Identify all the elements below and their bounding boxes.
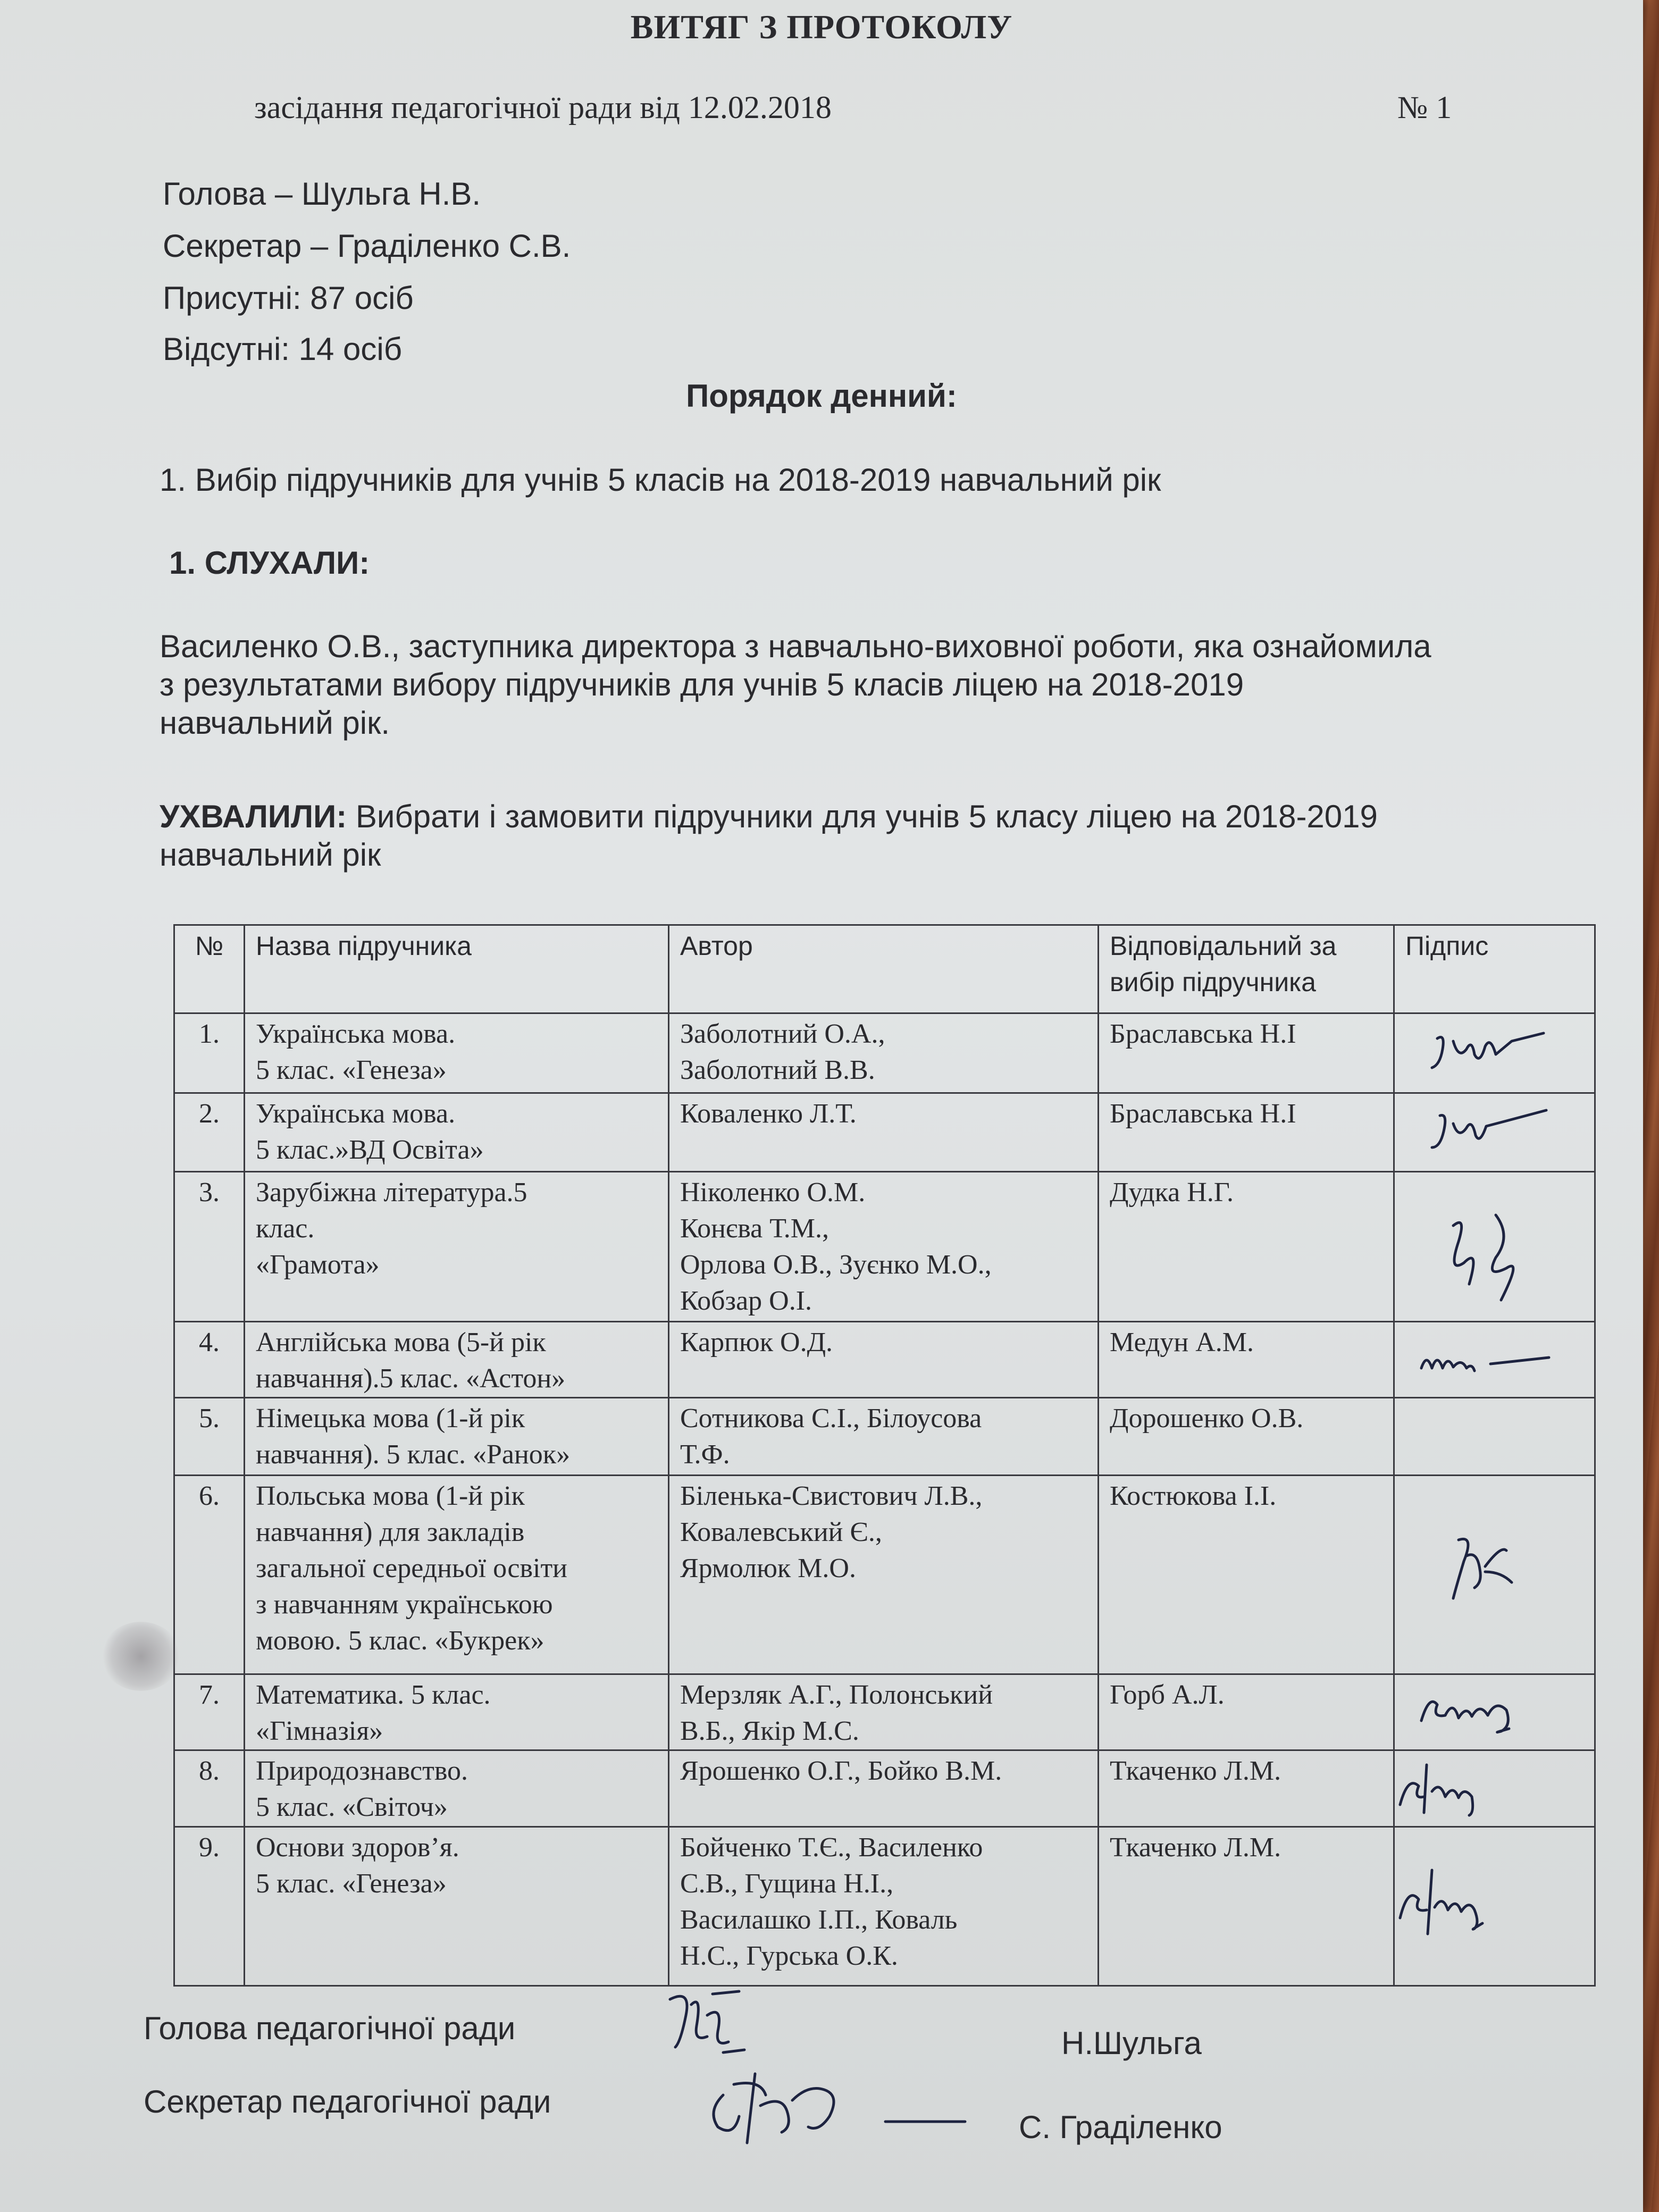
heard-text xyxy=(160,627,1585,742)
signature-cell xyxy=(1394,1476,1595,1674)
textbook-author: Ніколенко О.М. Конєва Т.М., Орлова О.В., Зуєнко М.О., Кобзар О.І. xyxy=(669,1172,1099,1322)
responsible-person: Медун А.М. xyxy=(1099,1322,1394,1398)
row-number: 8. xyxy=(174,1750,245,1827)
chair-signature-label: Голова педагогічної ради xyxy=(144,2010,516,2046)
signature-mark xyxy=(1416,1097,1554,1161)
textbook-name: Математика. 5 клас. «Гімназія» xyxy=(245,1674,669,1750)
row-number: 5. xyxy=(174,1398,245,1476)
row-number: 1. xyxy=(174,1013,245,1093)
textbook-author: Біленька-Свистович Л.В., Ковалевський Є., Ярмолюк М.О. xyxy=(669,1476,1099,1674)
row-number: 3. xyxy=(174,1172,245,1322)
signature-mark xyxy=(1416,1519,1554,1614)
protocol-number: № 1 xyxy=(1397,90,1452,125)
header-name: Назва підручника xyxy=(245,925,669,1013)
chair-signature xyxy=(659,1983,782,2058)
heard-text-line: Василенко О.В., заступника директора з навчально-виховної роботи, яка ознайомила xyxy=(160,629,1431,664)
textbook-name: Німецька мова (1-й рік навчання). 5 клас. «Ранок» xyxy=(245,1398,669,1476)
table-row xyxy=(174,1476,1595,1674)
textbook-author: Бойченко Т.Є., Василенко С.В., Гущина Н.І., Василашко І.П., Коваль Н.С., Гурська О.К. xyxy=(669,1827,1099,1986)
textbook-name: Зарубіжна література.5 клас. «Грамота» xyxy=(245,1172,669,1322)
dash-line xyxy=(883,2116,968,2127)
signature-mark xyxy=(1416,1017,1554,1081)
table-row xyxy=(174,1172,1595,1322)
textbook-author: Заболотний О.А., Заболотний В.В. xyxy=(669,1013,1099,1093)
signature-cell xyxy=(1394,1827,1595,1986)
textbook-author: Карпюк О.Д. xyxy=(669,1322,1099,1398)
signature-cell xyxy=(1394,1093,1595,1172)
heard-text-line: з результатами вибору підручників для учнів 5 класів ліцею на 2018-2019 xyxy=(160,667,1244,702)
meeting-line: засідання педагогічної ради від 12.02.2018 xyxy=(254,90,832,125)
textbook-name: Польська мова (1-й рік навчання) для закладів загальної середньої освіти з навчанням українською мовою. 5 клас. «Букрек» xyxy=(245,1476,669,1674)
secretary-name: С. Граділенко xyxy=(1019,2109,1222,2145)
table-row xyxy=(174,1093,1595,1172)
ink-smudge xyxy=(101,1622,181,1691)
table-header-row xyxy=(174,925,1595,1013)
signature-cell xyxy=(1394,1750,1595,1827)
responsible-person: Браславська Н.І xyxy=(1099,1013,1394,1093)
absent-line: Відсутні: 14 осіб xyxy=(163,331,403,367)
row-number: 7. xyxy=(174,1674,245,1750)
header-author: Автор xyxy=(669,925,1099,1013)
document-title: ВИТЯГ З ПРОТОКОЛУ xyxy=(630,8,1013,46)
textbook-author: Мерзляк А.Г., Полонський В.Б., Якір М.С. xyxy=(669,1674,1099,1750)
table-row xyxy=(174,1322,1595,1398)
textbook-name: Англійська мова (5-й рік навчання).5 клас. «Астон» xyxy=(245,1322,669,1398)
signature-cell xyxy=(1394,1674,1595,1750)
textbook-name: Українська мова. 5 клас. «Генеза» xyxy=(245,1013,669,1093)
heard-text-line: навчальний рік. xyxy=(160,705,390,741)
row-number: 2. xyxy=(174,1093,245,1172)
agenda-title: Порядок денний: xyxy=(686,378,957,414)
resolved-body: Вибрати і замовити підручники для учнів 5 класу ліцею на 2018-2019 xyxy=(347,799,1378,834)
table-row xyxy=(174,1398,1595,1476)
table-row xyxy=(174,1827,1595,1986)
responsible-person: Браславська Н.І xyxy=(1099,1093,1394,1172)
signature-mark xyxy=(1395,1754,1533,1818)
signature-cell xyxy=(1394,1398,1595,1476)
textbook-author: Коваленко Л.Т. xyxy=(669,1093,1099,1172)
textbook-name: Українська мова. 5 клас.»ВД Освіта» xyxy=(245,1093,669,1172)
chair-name: Н.Шульга xyxy=(1061,2025,1202,2061)
signature-cell xyxy=(1394,1013,1595,1093)
table-row xyxy=(174,1013,1595,1093)
responsible-person: Дудка Н.Г. xyxy=(1099,1172,1394,1322)
signature-mark xyxy=(1395,1859,1533,1945)
responsible-person: Ткаченко Л.М. xyxy=(1099,1827,1394,1986)
responsible-person: Горб А.Л. xyxy=(1099,1674,1394,1750)
table-row xyxy=(174,1674,1595,1750)
responsible-person: Дорошенко О.В. xyxy=(1099,1398,1394,1476)
row-number: 9. xyxy=(174,1827,245,1986)
signature-cell xyxy=(1394,1172,1595,1322)
secretary-line: Секретар – Граділенко С.В. xyxy=(163,228,571,264)
heard-heading: 1. СЛУХАЛИ: xyxy=(169,545,370,581)
responsible-person: Костюкова І.І. xyxy=(1099,1476,1394,1674)
textbook-name: Основи здоров’я. 5 клас. «Генеза» xyxy=(245,1827,669,1986)
signature-mark xyxy=(1416,1204,1554,1311)
row-number: 4. xyxy=(174,1322,245,1398)
textbook-name: Природознавство. 5 клас. «Світоч» xyxy=(245,1750,669,1827)
signature-mark xyxy=(1416,1326,1554,1389)
secretary-signature-label: Секретар педагогічної ради xyxy=(144,2084,551,2119)
present-line: Присутні: 87 осіб xyxy=(163,280,414,316)
resolved-body-line2: навчальний рік xyxy=(160,837,381,873)
textbook-author: Сотникова С.І., Білоусова Т.Ф. xyxy=(669,1398,1099,1476)
signature-mark xyxy=(1416,1678,1554,1742)
header-num: № xyxy=(174,925,245,1013)
textbooks-table xyxy=(173,924,1596,1987)
secretary-signature xyxy=(702,2063,861,2148)
header-responsible xyxy=(1099,925,1394,1013)
textbook-author: Ярошенко О.Г., Бойко В.М. xyxy=(669,1750,1099,1827)
row-number: 6. xyxy=(174,1476,245,1674)
responsible-person: Ткаченко Л.М. xyxy=(1099,1750,1394,1827)
table-row xyxy=(174,1750,1595,1827)
resolved-label: УХВАЛИЛИ: xyxy=(160,799,347,834)
header-signature: Підпис xyxy=(1394,925,1595,1013)
chair-line: Голова – Шульга Н.В. xyxy=(163,176,481,212)
header-responsible-line: вибір підручника xyxy=(1110,967,1316,997)
agenda-item: 1. Вибір підручників для учнів 5 класів на 2018-2019 навчальний рік xyxy=(160,462,1161,498)
header-responsible-line: Відповідальний за xyxy=(1110,931,1337,961)
signature-cell xyxy=(1394,1322,1595,1398)
resolved-text xyxy=(160,798,1585,874)
